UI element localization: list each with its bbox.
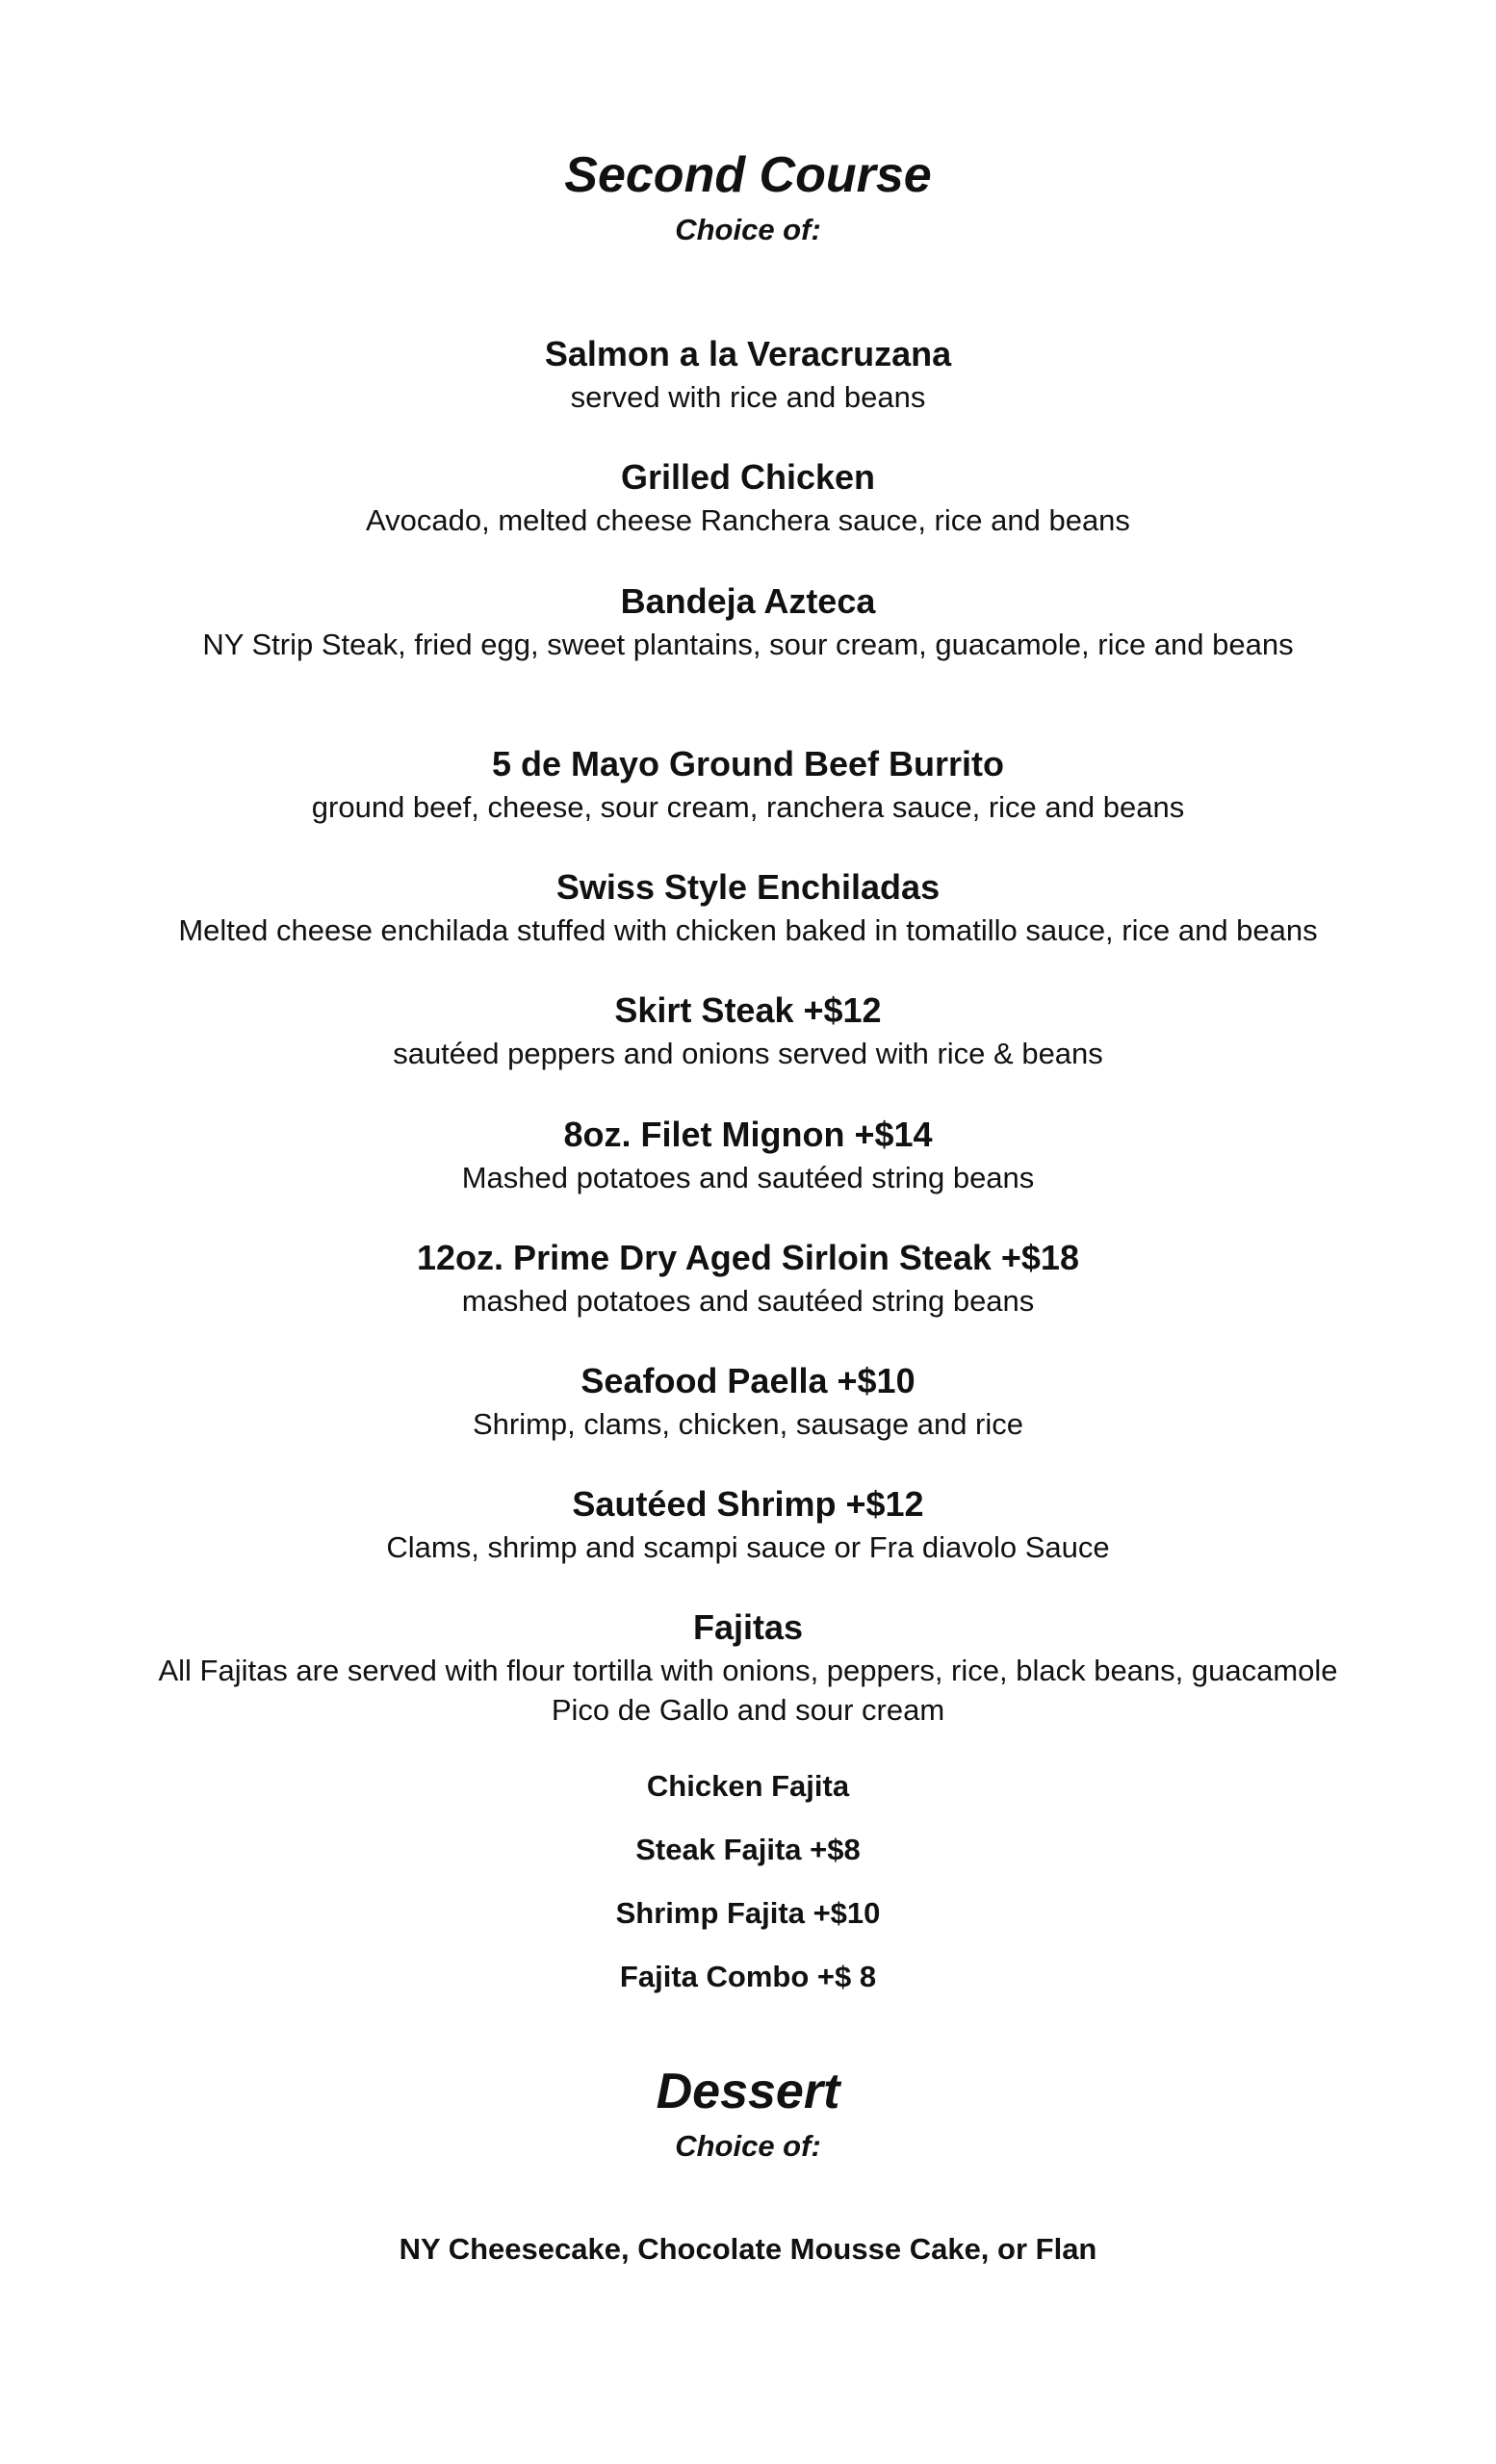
menu-item-desc: Melted cheese enchilada stuffed with chicken baked in tomatillo sauce, rice and beans (178, 913, 1318, 947)
dessert-title: Dessert (656, 2064, 840, 2119)
fajitas-desc-line2: Pico de Gallo and sour cream (551, 1693, 945, 1727)
dessert-items: NY Cheesecake, Chocolate Mousse Cake, or Flan (399, 2232, 1097, 2266)
menu-item-desc: NY Strip Steak, fried egg, sweet plantains, sour cream, guacamole, rice and beans (202, 628, 1294, 661)
fajitas-name: Fajitas (692, 1607, 804, 1647)
fajita-option: Chicken Fajita (646, 1769, 850, 1803)
menu-item-name: Skirt Steak +$12 (614, 990, 882, 1030)
menu-item-name: Seafood Paella +$10 (580, 1361, 916, 1400)
dessert-subtitle: Choice of: (675, 2129, 821, 2163)
fajita-option: Shrimp Fajita +$10 (615, 1896, 881, 1930)
menu-item-name: Salmon a la Veracruzana (544, 334, 952, 373)
fajitas-desc-line1: All Fajitas are served with flour tortilla with onions, peppers, rice, black beans, guacamole (158, 1654, 1338, 1687)
menu-item-desc: mashed potatoes and sautéed string beans (461, 1284, 1035, 1318)
menu-item-desc: Clams, shrimp and scampi sauce or Fra diavolo Sauce (386, 1530, 1110, 1564)
fajita-option: Fajita Combo +$ 8 (619, 1960, 877, 1993)
menu-item-desc: served with rice and beans (570, 380, 926, 414)
menu-item-name: Sautéed Shrimp +$12 (572, 1484, 924, 1524)
menu-item-name: 8oz. Filet Mignon +$14 (563, 1115, 933, 1154)
second-course-title: Second Course (564, 147, 932, 203)
menu-item-desc: Mashed potatoes and sautéed string beans (461, 1161, 1035, 1194)
menu-item-name: Grilled Chicken (620, 457, 876, 497)
second-course-subtitle: Choice of: (675, 213, 821, 246)
menu-item-name: 5 de Mayo Ground Beef Burrito (491, 744, 1005, 783)
menu-item-desc: sautéed peppers and onions served with rice & beans (393, 1037, 1103, 1070)
menu-item-desc: Avocado, melted cheese Ranchera sauce, rice and beans (366, 503, 1130, 537)
menu-item-name: Swiss Style Enchiladas (555, 867, 941, 907)
menu-item-name: Bandeja Azteca (620, 581, 876, 621)
menu-item-desc: ground beef, cheese, sour cream, ranchera sauce, rice and beans (311, 790, 1185, 824)
menu-item-name: 12oz. Prime Dry Aged Sirloin Steak +$18 (417, 1238, 1079, 1277)
fajita-option: Steak Fajita +$8 (635, 1833, 861, 1866)
menu-item-desc: Shrimp, clams, chicken, sausage and rice (472, 1407, 1024, 1441)
